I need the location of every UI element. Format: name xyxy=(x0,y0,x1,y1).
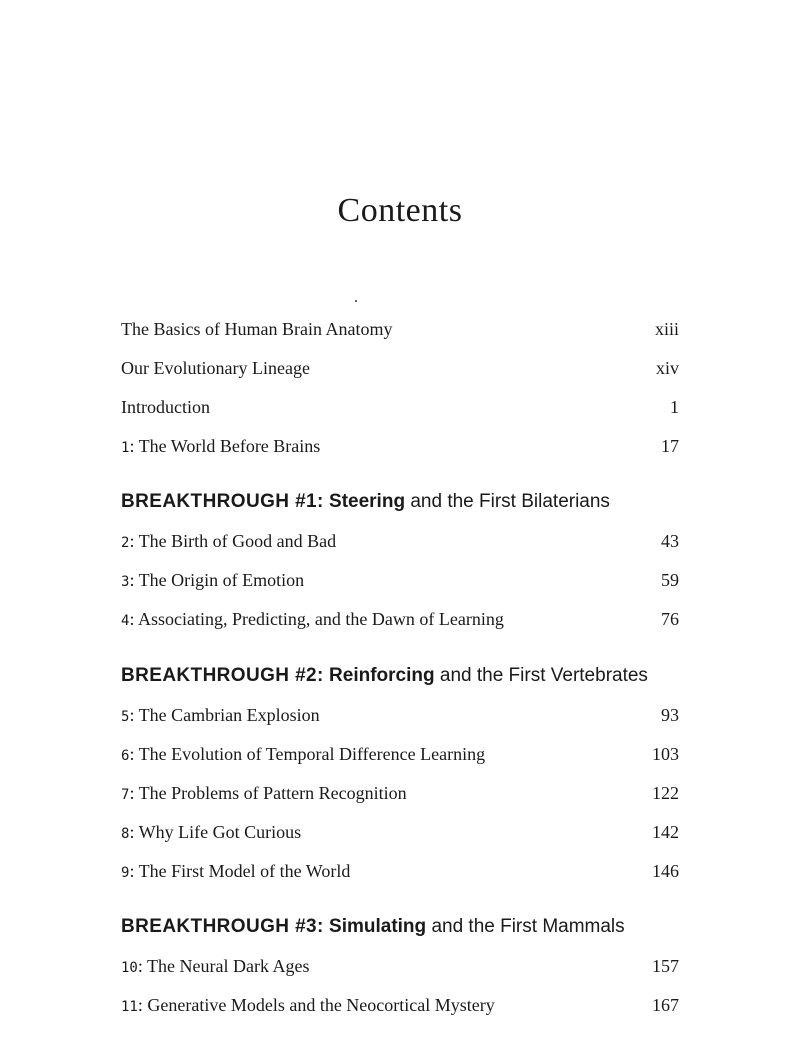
chapter-number: 7 xyxy=(121,787,130,803)
toc-entry-title: 3: The Origin of Emotion xyxy=(121,570,305,590)
chapter-number: 2 xyxy=(121,535,130,551)
part-subtitle: and the First Vertebrates xyxy=(439,665,648,686)
toc-entry[interactable] xyxy=(121,780,679,806)
toc-entry[interactable] xyxy=(121,433,679,459)
toc-entry-page: 59 xyxy=(661,570,679,590)
toc-entry[interactable] xyxy=(121,606,679,632)
toc-entry[interactable] xyxy=(121,394,679,420)
toc-entry-title: 7: The Problems of Pattern Recognition xyxy=(121,783,407,803)
toc-entry[interactable] xyxy=(121,702,679,728)
chapter-number: 3 xyxy=(121,574,130,590)
print-speck xyxy=(355,300,357,302)
toc-entry[interactable] xyxy=(121,528,679,554)
toc-entry-title: Our Evolutionary Lineage xyxy=(121,358,310,378)
chapter-number: 4 xyxy=(121,613,130,629)
toc-entry-title: 5: The Cambrian Explosion xyxy=(121,705,320,725)
chapter-number: 8 xyxy=(121,826,130,842)
part-keyword: Simulating xyxy=(329,916,427,937)
toc-entry[interactable] xyxy=(121,992,679,1018)
toc-entry-title: 6: The Evolution of Temporal Difference Learning xyxy=(121,744,486,764)
toc-entry-title: 11: Generative Models and the Neocortical Mystery xyxy=(121,995,495,1015)
chapter-number: 9 xyxy=(121,865,130,881)
toc-entry[interactable] xyxy=(121,858,679,884)
toc-entry-title: The Basics of Human Brain Anatomy xyxy=(121,319,393,339)
chapter-number: 11 xyxy=(121,999,138,1015)
toc-entry-page: xiv xyxy=(655,358,679,378)
toc-entry-page: 142 xyxy=(652,822,679,842)
part-label: BREAKTHROUGH #2: xyxy=(121,665,324,686)
page-title: Contents xyxy=(337,192,463,229)
part-keyword: Reinforcing xyxy=(329,665,435,686)
part-subtitle: and the First Mammals xyxy=(431,916,625,937)
toc-entry[interactable] xyxy=(121,819,679,845)
toc-entry-page: 103 xyxy=(652,744,679,764)
toc-entry[interactable] xyxy=(121,953,679,979)
toc-entry-title: 1: The World Before Brains xyxy=(121,436,321,456)
part-label: BREAKTHROUGH #1: xyxy=(121,491,324,512)
chapter-number: 5 xyxy=(121,709,130,725)
part-heading-breakthrough-1 xyxy=(121,488,679,516)
part-heading-breakthrough-3 xyxy=(121,913,679,941)
toc-entry[interactable] xyxy=(121,316,679,342)
part-label: BREAKTHROUGH #3: xyxy=(121,916,324,937)
toc-entry-page: 167 xyxy=(652,995,679,1015)
toc-entry-page: xiii xyxy=(654,319,679,339)
toc-entry-page: 43 xyxy=(661,531,679,551)
toc-entry[interactable] xyxy=(121,567,679,593)
toc-entry-page: 93 xyxy=(661,705,679,725)
part-keyword: Steering xyxy=(329,491,406,512)
part-subtitle: and the First Bilaterians xyxy=(410,491,610,512)
toc-entry-page: 146 xyxy=(652,861,679,881)
chapter-number: 10 xyxy=(121,960,138,976)
chapter-number: 6 xyxy=(121,748,130,764)
toc-entry-title: 9: The First Model of the World xyxy=(121,861,351,881)
toc-entry-title: 8: Why Life Got Curious xyxy=(121,822,302,842)
toc-entry[interactable] xyxy=(121,741,679,767)
toc-entry-title: 2: The Birth of Good and Bad xyxy=(121,531,337,551)
toc-entry-title: 4: Associating, Predicting, and the Dawn of Learning xyxy=(121,609,504,629)
toc-entry-page: 122 xyxy=(652,783,679,803)
toc-entry-page: 1 xyxy=(670,397,679,417)
chapter-number: 1 xyxy=(121,440,130,456)
toc-entry-page: 76 xyxy=(661,609,679,629)
toc-entry-title: Introduction xyxy=(121,397,210,417)
toc-entry-page: 157 xyxy=(652,956,679,976)
toc-entry[interactable] xyxy=(121,355,679,381)
toc-entry-page: 17 xyxy=(661,436,679,456)
toc-entry-title: 10: The Neural Dark Ages xyxy=(121,956,310,976)
part-heading-breakthrough-2 xyxy=(121,662,679,690)
